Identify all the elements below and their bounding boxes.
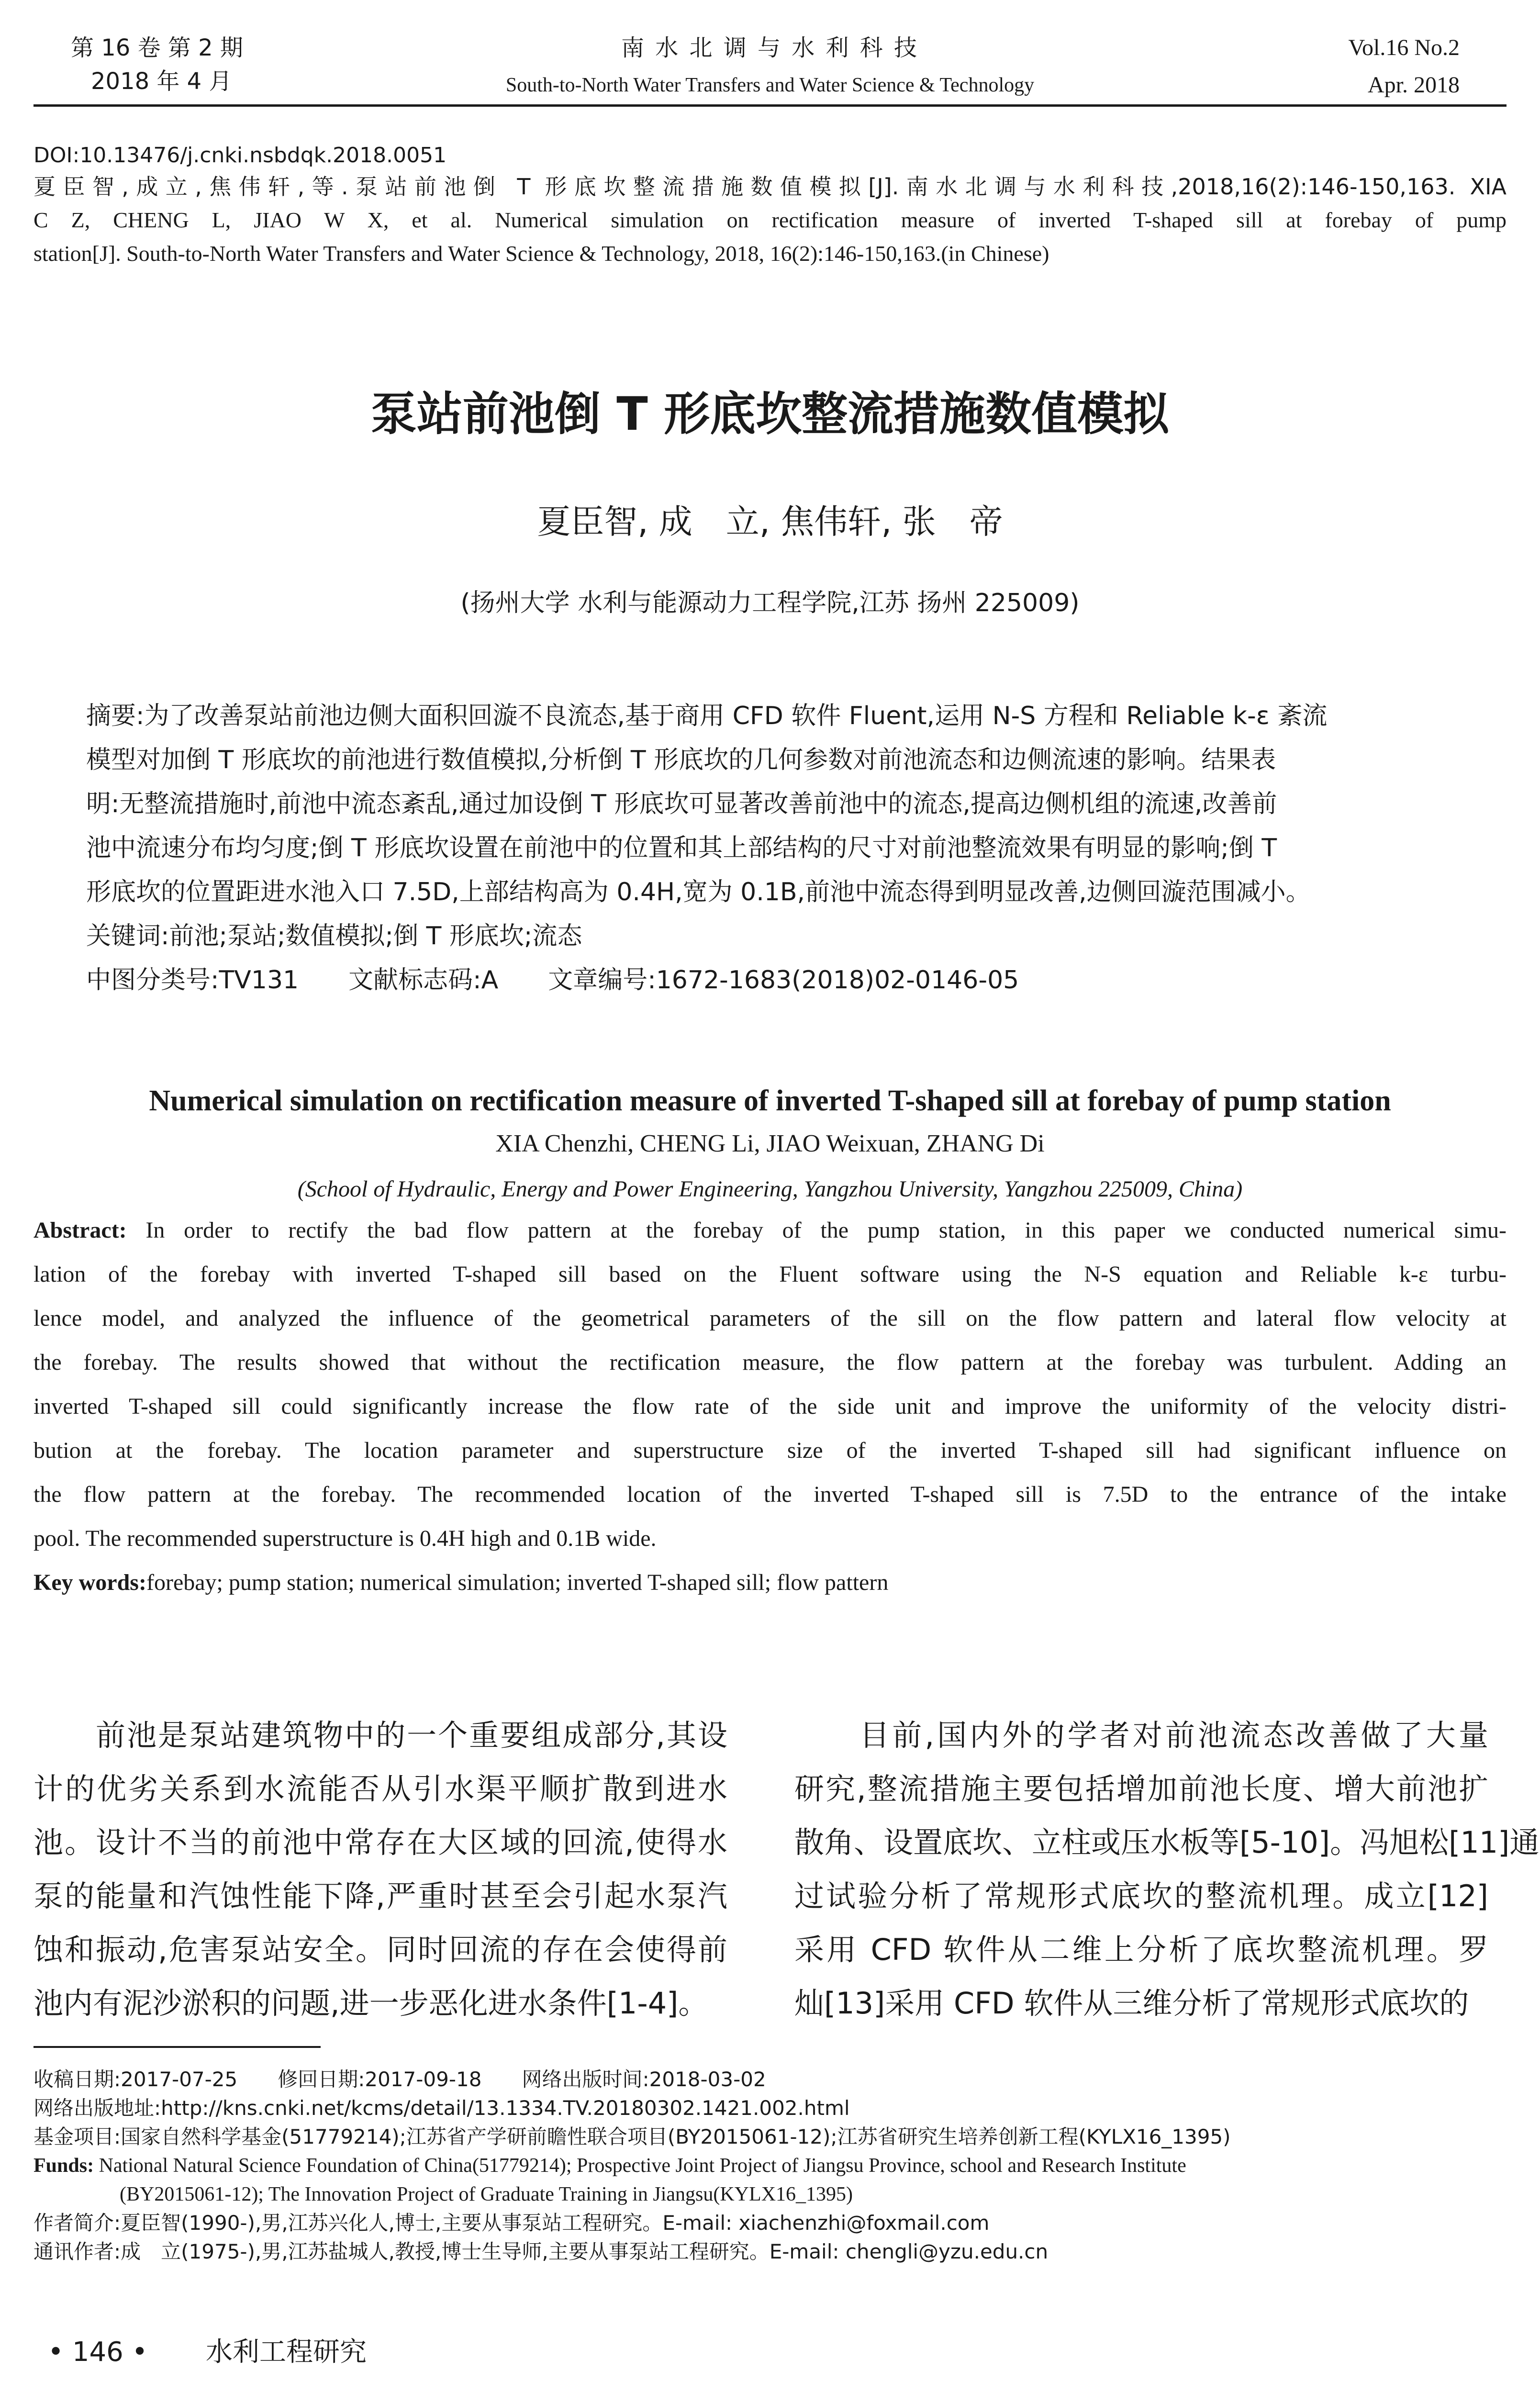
abstract-en-line: inverted T-shaped sill could significantly increase the flow rate of the side unit and improve the uniformity of the velocity distri-: [33, 1394, 1507, 1419]
footnote-fund-cn: 基金项目:国家自然科学基金(51779214);江苏省产学研前瞻性联合项目(BY2015061-12);江苏省研究生培养创新工程(KYLX16_1395): [33, 2125, 1231, 2148]
abstract-cn-line: 摘要:为了改善泵站前池边侧大面积回漩不良流态,基于商用 CFD 软件 Fluent,运用 N-S 方程和 Reliable k-ε 紊流: [86, 702, 1328, 730]
header-volume-en: Vol.16 No.2: [1348, 35, 1460, 60]
abstract-en-line: the flow pattern at the forebay. The recommended location of the inverted T-shaped sill is 7.5D to the entrance of the intake: [33, 1482, 1507, 1507]
citation-line: station[J]. South-to-North Water Transfers and Water Science & Technology, 2018, 16(2):146-150,163.(in Chinese): [33, 241, 1049, 266]
footnotes: [33, 2065, 1507, 2266]
abstract-en: [33, 1208, 1507, 1605]
abstract-cn-line: 池中流速分布均匀度;倒 T 形底坎设置在前池中的位置和其上部结构的尺寸对前池整流效果有明显的影响;倒 T: [86, 834, 1277, 862]
abstract-en-label: Abstract:: [33, 1218, 127, 1243]
body-line: 蚀和振动,危害泵站安全。同时回流的存在会使得前: [33, 1932, 727, 1967]
keywords-en: [33, 1561, 1507, 1605]
header-volume-cn: 第 16 卷 第 2 期: [71, 34, 243, 61]
header-date-cn: 2018 年 4 月: [91, 68, 232, 95]
body-line: 计的优劣关系到水流能否从引水渠平顺扩散到进水: [33, 1771, 727, 1806]
footnote-rule: [33, 2046, 321, 2048]
footnote-funds-text: National Natural Science Foundation of China(51779214); Prospective Joint Project of Jiangsu Province, school and Research Institute: [99, 2155, 1186, 2177]
footnote-author2: 通讯作者:成 立(1975-),男,江苏盐城人,教授,博士生导师,主要从事泵站工程研究。E-mail: chengli@yzu.edu.cn: [33, 2240, 1049, 2263]
footnote-url: 网络出版地址:http://kns.cnki.net/kcms/detail/13.1334.TV.20180302.1421.002.html: [33, 2096, 850, 2120]
abstract-en-line: lence model, and analyzed the influence of the geometrical parameters of the sill on the flow pattern and lateral flow velocity at: [33, 1306, 1507, 1331]
keywords-cn: 关键词:前池;泵站;数值模拟;倒 T 形底坎;流态: [86, 922, 582, 950]
affiliation-cn: (扬州大学 水利与能源动力工程学院,江苏 扬州 225009): [460, 589, 1080, 617]
body-line: 前池是泵站建筑物中的一个重要组成部分,其设: [33, 1718, 727, 1753]
body-column-left: [33, 1709, 727, 2030]
footnote-funds-label: Funds:: [33, 2155, 94, 2177]
abstract-cn-line: 形底坎的位置距进水池入口 7.5D,上部结构高为 0.4H,宽为 0.1B,前池中流态得到明显改善,边侧回漩范围减小。: [86, 878, 1311, 906]
footnote-funds-en: [33, 2151, 1507, 2180]
citation-line: C Z, CHENG L, JIAO W X, et al. Numerical simulation on rectification measure of inverted T-shaped sill at forebay of pump: [33, 208, 1507, 232]
abstract-en-line: bution at the forebay. The location parameter and superstructure size of the inverted T-shaped sill had significant influence on: [33, 1438, 1507, 1463]
paper-title-en: Numerical simulation on rectification measure of inverted T-shaped sill at forebay of pump station: [149, 1085, 1391, 1117]
citation-block: [33, 170, 1507, 270]
body-line: 泵的能量和汽蚀性能下降,严重时甚至会引起水泵汽: [33, 1879, 727, 1913]
abstract-cn: [86, 694, 1426, 1002]
affiliation-en: (School of Hydraulic, Energy and Power Engineering, Yangzhou University, Yangzhou 225009, China): [297, 1176, 1243, 1202]
abstract-en-line: the forebay. The results showed that without the rectification measure, the flow pattern at the forebay was turbulent. Adding an: [33, 1350, 1507, 1375]
abstract-en-line: pool. The recommended superstructure is 0.4H high and 0.1B wide.: [33, 1526, 657, 1551]
footnote-funds-en-cont: (BY2015061-12); The Innovation Project of Graduate Training in Jiangsu(KYLX16_1395): [120, 2183, 853, 2205]
doi-line: DOI:10.13476/j.cnki.nsbdqk.2018.0051: [33, 143, 447, 168]
authors-cn: 夏臣智, 成 立, 焦伟轩, 张 帝: [537, 502, 1003, 541]
body-line: 散角、设置底坎、立柱或压水板等[5-10]。冯旭松[11]通: [794, 1825, 1540, 1860]
paper-title-cn: 泵站前池倒 T 形底坎整流措施数值模拟: [370, 387, 1170, 441]
page-number: • 146 •: [48, 2337, 148, 2368]
abstract-cn-line: 明:无整流措施时,前池中流态紊乱,通过加设倒 T 形底坎可显著改善前池中的流态,提高边侧机组的流速,改善前: [86, 790, 1277, 818]
keywords-en-label: Key words:: [33, 1570, 146, 1595]
abstract-en-line: [33, 1208, 1507, 1252]
body-line: 研究,整流措施主要包括增加前池长度、增大前池扩: [794, 1771, 1488, 1806]
citation-line: 夏臣智,成立,焦伟轩,等.泵站前池倒 T 形底坎整流措施数值模拟[J].南水北调与水利科技,2018,16(2):146-150,163. XIA: [33, 174, 1507, 200]
body-line: 过试验分析了常规形式底坎的整流机理。成立[12]: [794, 1879, 1488, 1913]
body-line: 灿[13]采用 CFD 软件从三维分析了常规形式底坎的: [794, 1986, 1469, 2021]
body-line: 目前,国内外的学者对前池流态改善做了大量: [794, 1718, 1488, 1753]
footnote-dates: 收稿日期:2017-07-25 修回日期:2017-09-18 网络出版时间:2018-03-02: [33, 2068, 766, 2091]
header-journal-cn: 南 水 北 调 与 水 利 科 技: [621, 34, 919, 61]
header-journal-en: South-to-North Water Transfers and Water Science & Technology: [505, 74, 1035, 96]
body-line: 池。设计不当的前池中常存在大区域的回流,使得水: [33, 1825, 727, 1860]
body-column-right: [794, 1709, 1540, 2030]
abstract-cn-line: 模型对加倒 T 形底坎的前池进行数值模拟,分析倒 T 形底坎的几何参数对前池流态和边侧流速的影响。结果表: [86, 746, 1276, 774]
header-rule: [33, 104, 1507, 107]
authors-en: XIA Chenzhi, CHENG Li, JIAO Weixuan, ZHANG Di: [495, 1130, 1045, 1157]
header-date-en: Apr. 2018: [1368, 72, 1460, 98]
footnote-author1: 作者简介:夏臣智(1990-),男,江苏兴化人,博士,主要从事泵站工程研究。E-mail: xiachenzhi@foxmail.com: [33, 2211, 990, 2235]
abstract-en-text: In order to rectify the bad flow pattern at the forebay of the pump station, in this paper we conducted numerical simu-: [145, 1218, 1507, 1243]
body-line: 池内有泥沙淤积的问题,进一步恶化进水条件[1-4]。: [33, 1986, 708, 2021]
page-section: 水利工程研究: [206, 2337, 367, 2368]
classification-cn: 中图分类号:TV131 文献标志码:A 文章编号:1672-1683(2018)02-0146-05: [86, 966, 1019, 995]
keywords-en-text: forebay; pump station; numerical simulation; inverted T-shaped sill; flow pattern: [146, 1570, 889, 1595]
body-line: 采用 CFD 软件从二维上分析了底坎整流机理。罗: [794, 1932, 1488, 1967]
abstract-en-line: lation of the forebay with inverted T-shaped sill based on the Fluent software using the N-S equation and Reliable k-ε turbu-: [33, 1262, 1507, 1287]
